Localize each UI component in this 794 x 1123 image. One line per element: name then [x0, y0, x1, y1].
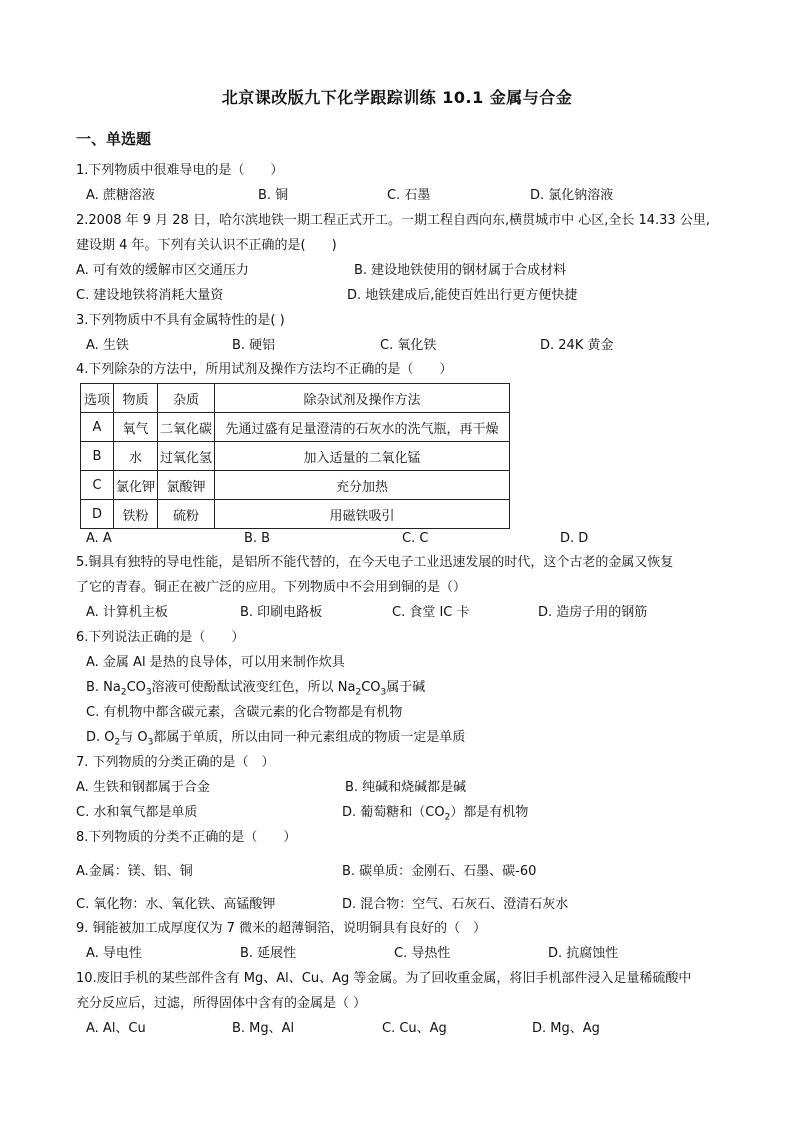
table-cell: 过氧化氢	[158, 442, 215, 471]
table-header-cell: 除杂试剂及操作方法	[215, 384, 510, 413]
question-8-option-c: C. 氧化物：水、氧化铁、高锰酸钾	[76, 897, 276, 912]
question-8-option-d: D. 混合物：空气、石灰石、澄清石灰水	[342, 897, 569, 912]
question-4-option-c: C. C	[402, 531, 429, 546]
table-header-cell: 物质	[114, 384, 158, 413]
table-cell: 硫粉	[158, 500, 215, 529]
question-5-option-d: D. 造房子用的钢筋	[538, 605, 648, 620]
question-3-option-a: A. 生铁	[86, 338, 129, 353]
table-cell: 氯酸钾	[158, 471, 215, 500]
table-row	[81, 500, 510, 529]
table-cell: B	[81, 442, 114, 471]
section-heading: 一、单选题	[76, 130, 152, 148]
question-1-option-a: A. 蔗糖溶液	[86, 188, 155, 203]
table-header-cell: 杂质	[158, 384, 215, 413]
table-cell: 加入适量的二氧化锰	[215, 442, 510, 471]
table-cell: 氯化钾	[114, 471, 158, 500]
question-2-option-d: D. 地铁建成后,能使百姓出行更方便快捷	[347, 288, 578, 303]
question-6-option-b: B. $Na_2CO_3$溶液可使酚酞试液变红色，所以 $Na_2CO_3$属于碱	[86, 680, 426, 698]
question-7-option-b: B. 纯碱和烧碱都是碱	[345, 780, 467, 795]
question-7-option-d: D. 葡萄糖和$(CO_2)$都是有机物	[342, 805, 529, 823]
question-6-option-a: A. 金属 Al 是热的良导体，可以用来制作炊具	[86, 655, 345, 670]
question-4-option-d: D. D	[560, 531, 589, 546]
table-cell: 氧气	[114, 413, 158, 442]
table-cell: 用磁铁吸引	[215, 500, 510, 529]
table-cell: 铁粉	[114, 500, 158, 529]
question-4-stem: 4.下列除杂的方法中，所用试剂及操作方法均不正确的是（ ）	[76, 362, 453, 377]
table-header-cell: 选项	[81, 384, 114, 413]
question-5-stem-line1: 5.铜具有独特的导电性能，是铝所不能代替的，在今天电子工业迅速发展的时代，这个古老的金属又恢复	[76, 555, 674, 570]
question-2-stem-line2: 建设期 4 年。下列有关认识不正确的是( )	[76, 238, 337, 253]
question-8-stem: 8.下列物质的分类不正确的是（ ）	[76, 830, 297, 845]
question-7-stem: 7. 下列物质的分类正确的是（ ）	[76, 755, 275, 770]
table-row	[81, 442, 510, 471]
question-8-option-b: B. 碳单质：金刚石、石墨、碳-60	[342, 864, 537, 879]
question-2-option-c: C. 建设地铁将消耗大量资	[76, 288, 224, 303]
purification-table	[80, 383, 510, 529]
question-3-option-c: C. 氧化铁	[380, 338, 437, 353]
question-5-stem-line2: 了它的青春。铜正在被广泛的应用。下列物质中不会用到铜的是（）	[76, 580, 467, 595]
question-10-option-b: B. Mg、Al	[232, 1021, 295, 1036]
question-9-option-d: D. 抗腐蚀性	[548, 946, 619, 961]
question-1-option-c: C. 石墨	[387, 188, 431, 203]
question-3-stem: 3.下列物质中不具有金属特性的是( )	[76, 313, 285, 328]
question-4-option-b: B. B	[244, 531, 271, 546]
question-3-option-d: D. 24K 黄金	[540, 338, 614, 353]
question-7-option-a: A. 生铁和钢都属于合金	[76, 780, 210, 795]
question-10-option-d: D. Mg、Ag	[532, 1021, 600, 1036]
question-9-option-c: C. 导热性	[394, 946, 451, 961]
question-10-option-c: C. Cu、Ag	[382, 1021, 447, 1036]
table-cell: 水	[114, 442, 158, 471]
table-row	[81, 471, 510, 500]
question-10-stem-line1: 10.废旧手机的某些部件含有 Mg、Al、Cu、Ag 等金属。为了回收重金属，将旧手机部件浸入足量稀硫酸中	[76, 971, 692, 986]
question-1-stem: 1.下列物质中很难导电的是（ ）	[76, 163, 284, 178]
table-header-row	[81, 384, 510, 413]
table-cell: A	[81, 413, 114, 442]
question-10-option-a: A. Al、Cu	[86, 1021, 146, 1036]
table-cell: 先通过盛有足量澄清的石灰水的洗气瓶，再干燥	[215, 413, 510, 442]
question-3-option-b: B. 硬铝	[232, 338, 276, 353]
question-5-option-c: C. 食堂 IC 卡	[392, 605, 470, 620]
question-2-option-a: A. 可有效的缓解市区交通压力	[76, 263, 249, 278]
question-5-option-b: B. 印刷电路板	[240, 605, 323, 620]
question-8-option-a: A.金属：镁、铝、铜	[76, 864, 193, 879]
question-10-stem-line2: 充分反应后，过滤，所得固体中含有的金属是（ ）	[76, 996, 367, 1011]
table-cell: D	[81, 500, 114, 529]
question-6-option-d: D. $O_2$与 $O_3$都属于单质，所以由同一种元素组成的物质一定是单质	[86, 730, 466, 748]
question-7-option-c: C. 水和氧气都是单质	[76, 805, 198, 820]
question-9-option-a: A. 导电性	[86, 946, 142, 961]
question-2-stem-line1: 2.2008 年 9 月 28 日，哈尔滨地铁一期工程正式开工。一期工程自西向东,横贯城市中 心区,全长 14.33 公里,	[76, 213, 710, 228]
table-row	[81, 413, 510, 442]
question-6-option-c: C. 有机物中都含碳元素，含碳元素的化合物都是有机物	[86, 705, 403, 720]
question-4-option-a: A. A	[86, 531, 112, 546]
question-1-option-d: D. 氯化钠溶液	[530, 188, 614, 203]
table-cell: 二氧化碳	[158, 413, 215, 442]
question-9-option-b: B. 延展性	[240, 946, 297, 961]
table-cell: C	[81, 471, 114, 500]
table-cell: 充分加热	[215, 471, 510, 500]
question-1-option-b: B. 铜	[258, 188, 289, 203]
page-title: 北京课改版九下化学跟踪训练 10.1 金属与合金	[221, 88, 573, 107]
question-2-option-b: B. 建设地铁使用的钢材属于合成材料	[354, 263, 567, 278]
question-5-option-a: A. 计算机主板	[86, 605, 168, 620]
question-9-stem: 9. 铜能被加工成厚度仅为 7 微米的超薄铜箔，说明铜具有良好的（ ）	[76, 921, 487, 936]
question-6-stem: 6.下列说法正确的是（ ）	[76, 630, 245, 645]
